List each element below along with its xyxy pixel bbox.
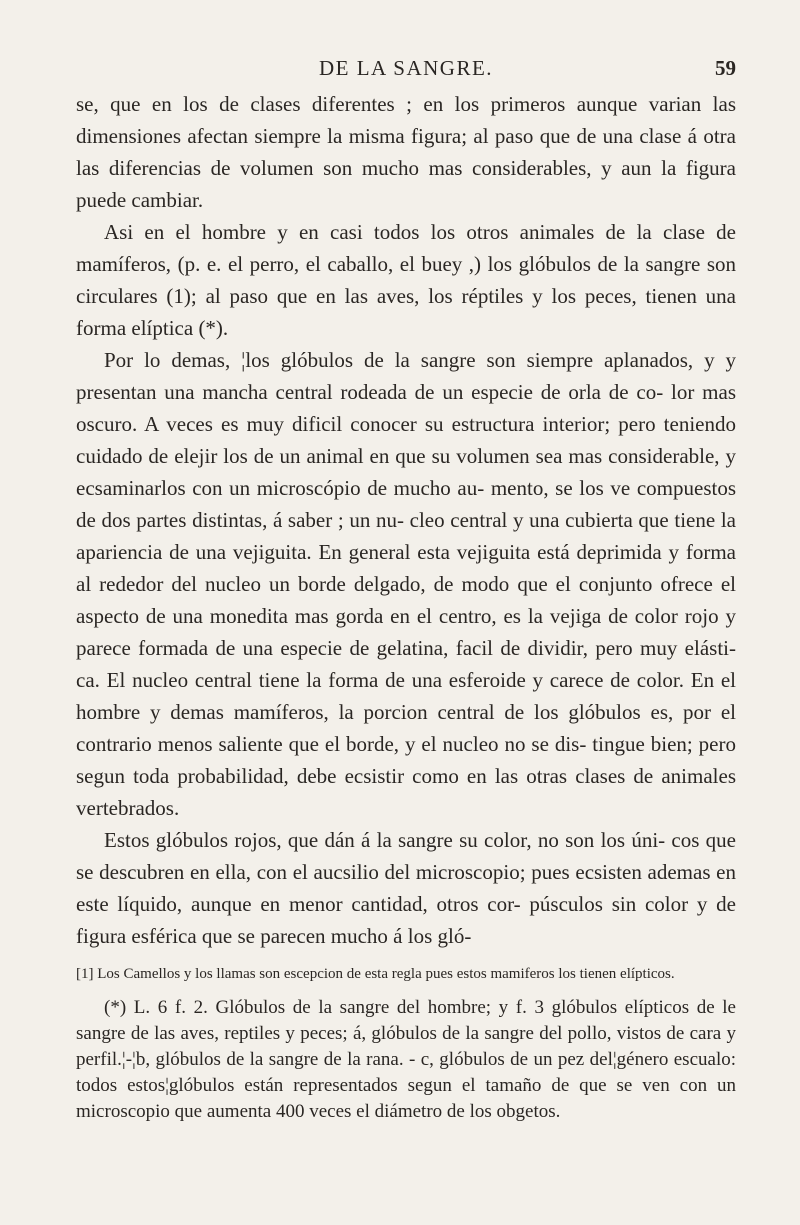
- body-text: [76, 88, 736, 952]
- footnote: [1] Los Camellos y los llamas son escepcion de esta regla pues estos mamiferos los tienen elípticos.: [76, 966, 675, 982]
- paragraph-globule-structure: Por lo demas, ¦los glóbulos de la sangre son siempre aplanados, y y presentan una mancha central rodeada de un especie de orla de co- lor mas oscuro. A veces es muy dificil conocer su estructura interior; pero teniendo cuidado de elejir los de un animal en que su volumen sea mas considerable, y ecsaminarlos con un microscópio de mucho au- mento, se los ve compuestos de dos partes distintas, á saber ; un nu- cleo central y una cubierta que tiene la apariencia de una vejiguita. En general esta vejiguita está deprimida y forma al rededor del nucleo un borde delgado, de modo que el conjunto ofrece el aspecto de una monedita mas gorda en el centro, es la vejiga de color rojo y parece formada de una especie de gelatina, facil de dividir, pero muy elásti- ca. El nucleo central tiene la forma de una esferoide y carece de color. En el hombre y demas mamíferos, la porcion central de los glóbulos es, por el contrario menos saliente que el borde, y el nucleo no se dis- tingue bien; pero segun toda probabilidad, debe ecsistir como en las otras clases de animales vertebrados.: [76, 348, 736, 820]
- page-number: 59: [715, 56, 736, 80]
- paragraph-red-globules: Estos glóbulos rojos, que dán á la sangre su color, no son los úni- cos que se descubren en ella, con el aucsilio del microscopio; pues ecsisten ademas en este líquido, aunque en menor cantidad, otros cor- púsculos sin color y de figura esférica que se parecen mucho á los gló-: [76, 828, 736, 948]
- notes-section: [76, 964, 736, 1125]
- page-header: [76, 38, 736, 78]
- paragraph-continuation: se, que en los de clases diferentes ; en los primeros aunque varian las dimensiones afectan siempre la misma figura; al paso que de una clase á otra las diferencias de volumen son mucho mas considerables, y aun la figura puede cambiar.: [76, 92, 736, 212]
- paragraph-circular-globules: Asi en el hombre y en casi todos los otros animales de la clase de mamíferos, (p. e. el perro, el caballo, el buey ,) los glóbulos de la sangre son circulares (1); al paso que en las aves, los réptiles y los peces, tienen una forma elíptica (*).: [76, 220, 736, 340]
- running-title: DE LA SANGRE.: [318, 56, 494, 80]
- book-page: [76, 38, 736, 1125]
- figure-caption: (*) L. 6 f. 2. Glóbulos de la sangre del hombre; y f. 3 glóbulos elípticos de le sangre de las aves, reptiles y peces; á, glóbulos de la sangre del pollo, vistos de cara y perfil.¦-¦b, glóbulos de la sangre de la rana. - c, glóbulos de un pez del¦género escualo: todos estos¦glóbulos están representados segun el tamaño de que se ven con un microscopio que aumenta 400 veces el diámetro de los obgetos.: [76, 997, 736, 1122]
